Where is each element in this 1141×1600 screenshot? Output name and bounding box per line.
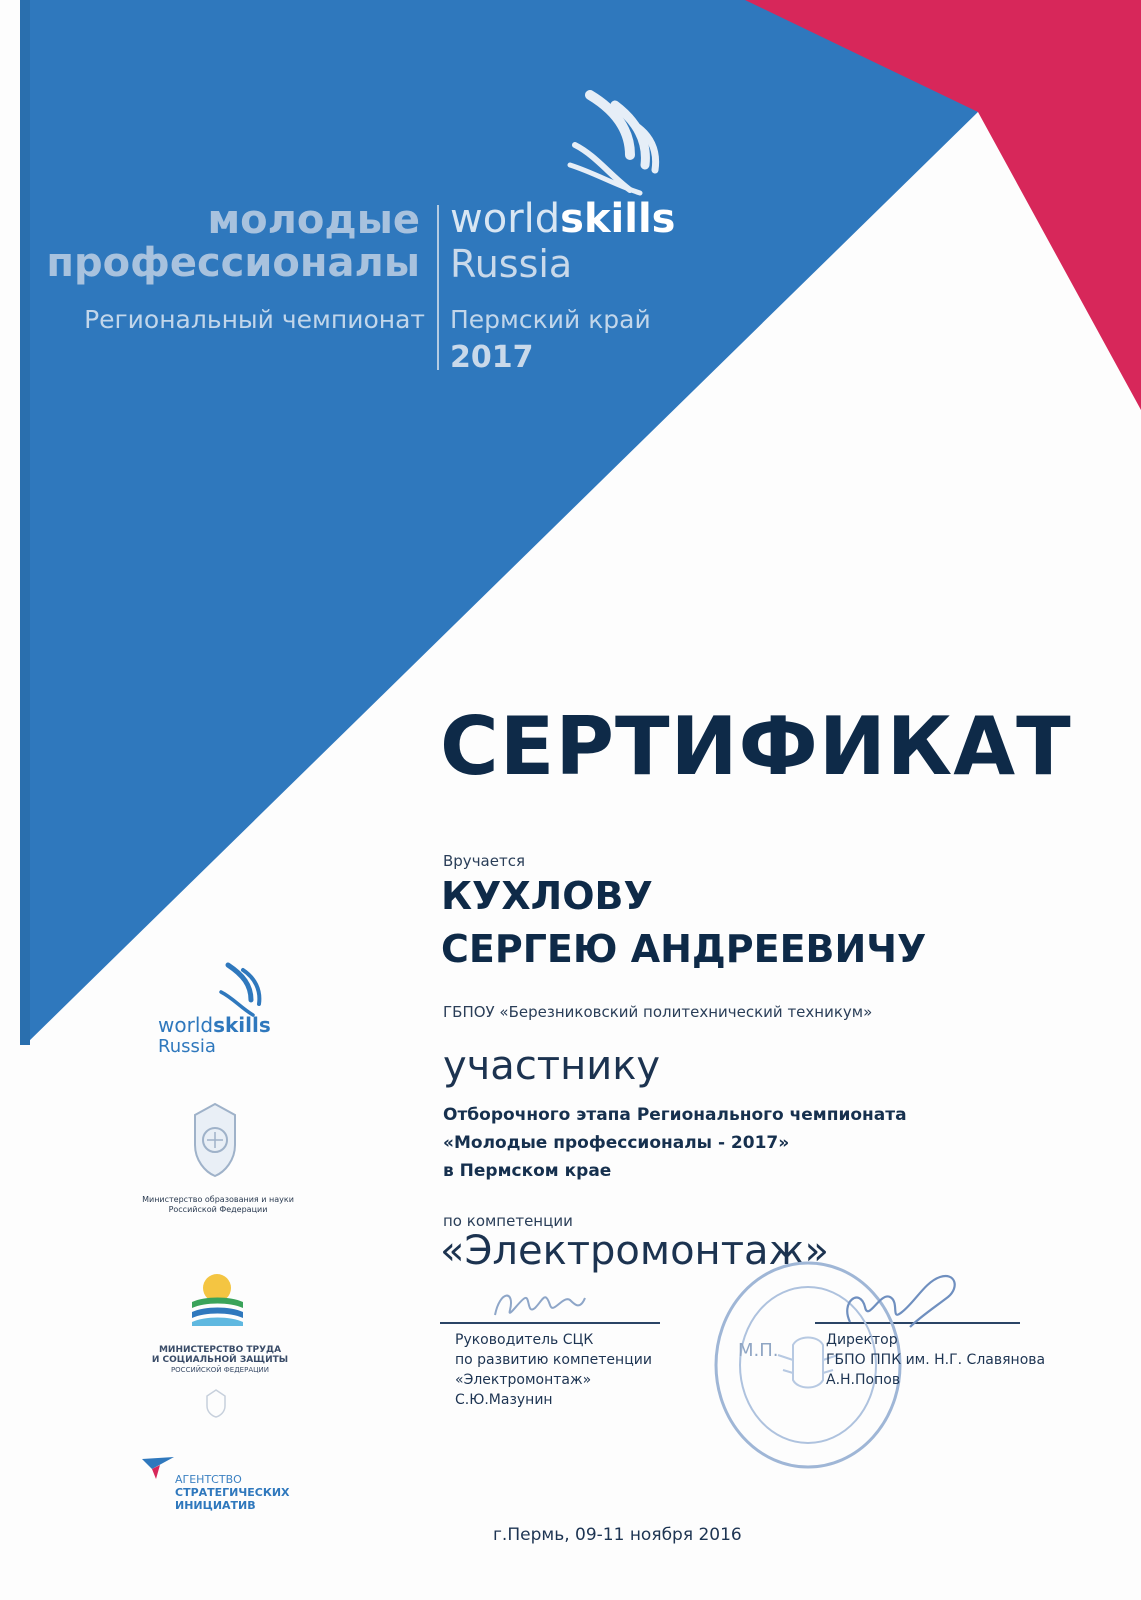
ministry-labor-logo-icon	[190, 1268, 245, 1328]
place-and-date: г.Пермь, 09-11 ноября 2016	[493, 1525, 742, 1545]
ministry-labor-emblem-icon	[203, 1388, 229, 1418]
side-worldskills-swoosh-icon	[213, 960, 273, 1020]
side-ws-skills: skills	[213, 1013, 271, 1037]
regional-championship: Региональный чемпионат	[84, 305, 425, 334]
participant-label: участнику	[443, 1043, 661, 1089]
asi-line2: СТРАТЕГИЧЕСКИХ	[175, 1486, 290, 1499]
side-worldskills-wordmark	[158, 1015, 271, 1035]
brand-title-line2: профессионалы	[46, 240, 420, 286]
right-signatory-org: ГБПО ППК им. Н.Г. Славянова	[826, 1352, 1046, 1368]
competence-label: по компетенции	[443, 1212, 573, 1230]
worldskills-russia: Russia	[450, 242, 573, 286]
left-signatory-role: по развитию компетенции	[455, 1352, 652, 1368]
recipient-surname: КУХЛОВУ	[441, 874, 653, 918]
right-signatory-name: А.Н.Попов	[826, 1372, 901, 1388]
right-signatory-title: Директор	[826, 1332, 898, 1348]
ministry-labor-line3: РОССИЙСКОЙ ФЕДЕРАЦИИ	[170, 1366, 270, 1374]
asi-line1: АГЕНТСТВО	[175, 1473, 242, 1486]
recipient-organization: ГБПОУ «Березниковский политехнический техникум»	[443, 1003, 873, 1021]
worldskills-logo-icon	[560, 85, 670, 200]
ministry-education-name	[128, 1195, 308, 1215]
blue-edge-shade	[20, 0, 30, 1045]
left-signatory-competence: «Электромонтаж»	[455, 1372, 592, 1388]
asi-logo-icon	[140, 1455, 176, 1481]
ministry-education-line2: Российской Федерации	[168, 1205, 268, 1214]
championship-year: 2017	[450, 340, 534, 375]
left-signature	[485, 1280, 615, 1325]
side-ws-world: world	[158, 1013, 214, 1037]
ministry-labor-line1: МИНИСТЕРСТВО ТРУДА	[158, 1345, 282, 1355]
side-worldskills-russia: Russia	[158, 1036, 216, 1057]
header-divider	[437, 205, 439, 370]
ministry-education-emblem-icon	[185, 1100, 245, 1180]
recipient-given-names: СЕРГЕЮ АНДРЕЕВИЧУ	[441, 927, 927, 971]
competence-name: «Электромонтаж»	[440, 1228, 830, 1274]
right-signatory	[826, 1330, 1045, 1390]
stamp-mp: М.П.	[738, 1340, 779, 1361]
ws-skills-text: skills	[560, 196, 676, 242]
ws-world-text: world	[450, 196, 561, 242]
left-signatory	[455, 1330, 652, 1410]
ministry-labor-line2: И СОЦИАЛЬНОЙ ЗАЩИТЫ	[151, 1355, 289, 1365]
stage-line3: в Пермском крае	[443, 1161, 612, 1181]
left-signatory-title: Руководитель СЦК	[455, 1332, 594, 1348]
stage-line2: «Молодые профессионалы - 2017»	[443, 1133, 790, 1153]
ministry-education-line1: Министерство образования и науки	[142, 1195, 294, 1204]
worldskills-wordmark	[450, 198, 676, 240]
ministry-labor-name	[140, 1345, 300, 1375]
region-name: Пермский край	[450, 305, 651, 334]
asi-name	[175, 1473, 290, 1512]
brand-title-line1: молодые	[207, 197, 420, 243]
asi-line3: ИНИЦИАТИВ	[175, 1499, 256, 1512]
stage-line1: Отборочного этапа Регионального чемпионата	[443, 1105, 907, 1125]
certificate-title: СЕРТИФИКАТ	[440, 700, 1072, 793]
left-signatory-name: С.Ю.Мазунин	[455, 1392, 553, 1408]
awarded-label: Вручается	[443, 852, 525, 870]
